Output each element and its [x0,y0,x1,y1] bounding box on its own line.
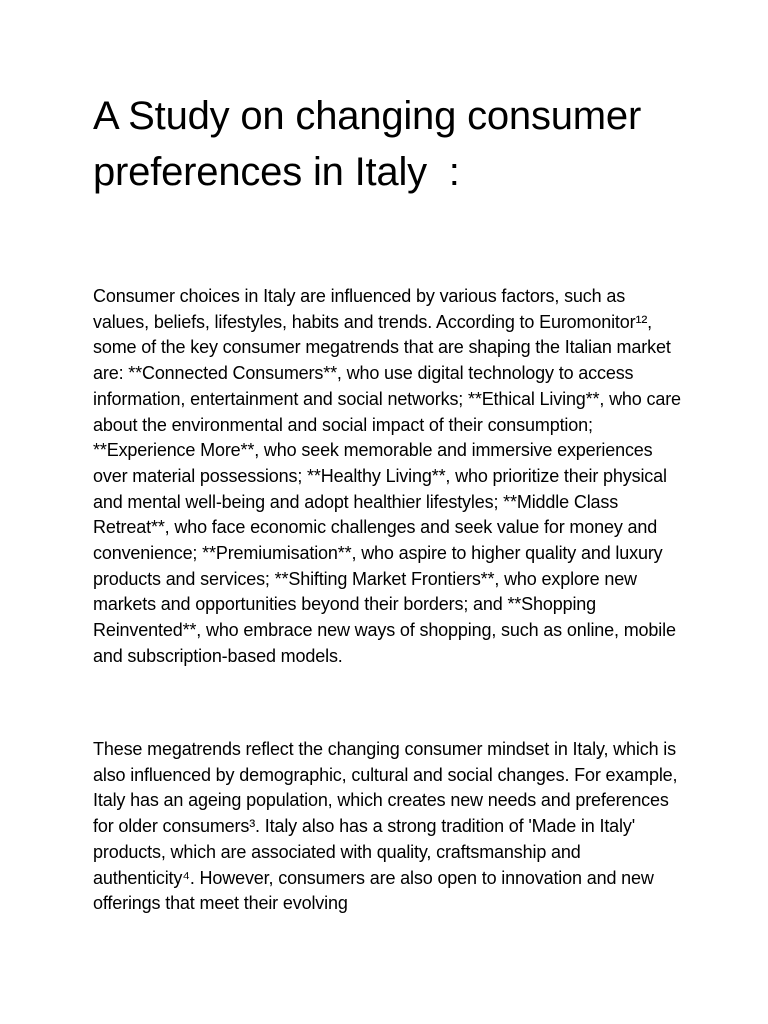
paragraph-consumer-mindset: These megatrends reflect the changing consumer mindset in Italy, which is also influenced by demographic, cultural and social changes. For example, Italy has an ageing population, which creates new needs and preferences for older consumers³. Italy also has a strong tradition of 'Made in Italy' products, which are associated with quality, craftsmanship and authenticity⁴. However, consumers are also open to innovation and new offerings that meet their evolving [93,739,678,914]
document-title: A Study on changing consumer preferences in Italy : [93,94,653,194]
paragraph-megatrends: Consumer choices in Italy are influenced by various factors, such as values, beliefs, lifestyles, habits and trends. According to Euromonitor¹², some of the key consumer megatrends that are shaping the Italian market are: **Connected Consumers**, who use digital technology to access information, entertainment and social networks; **Ethical Living**, who care about the environmental and social impact of their consumption; **Experience More**, who seek memorable and immersive experiences over material possessions; **Healthy Living**, who prioritize their physical and mental well-being and adopt healthier lifestyles; **Middle Class Retreat**, who face economic challenges and seek value for money and convenience; **Premiumisation**, who aspire to higher quality and luxury products and services; **Shifting Market Frontiers**, who explore new markets and opportunities beyond their borders; and **Shopping Reinvented**, who embrace new ways of shopping, such as online, mobile and subscription-based models. [93,286,681,666]
